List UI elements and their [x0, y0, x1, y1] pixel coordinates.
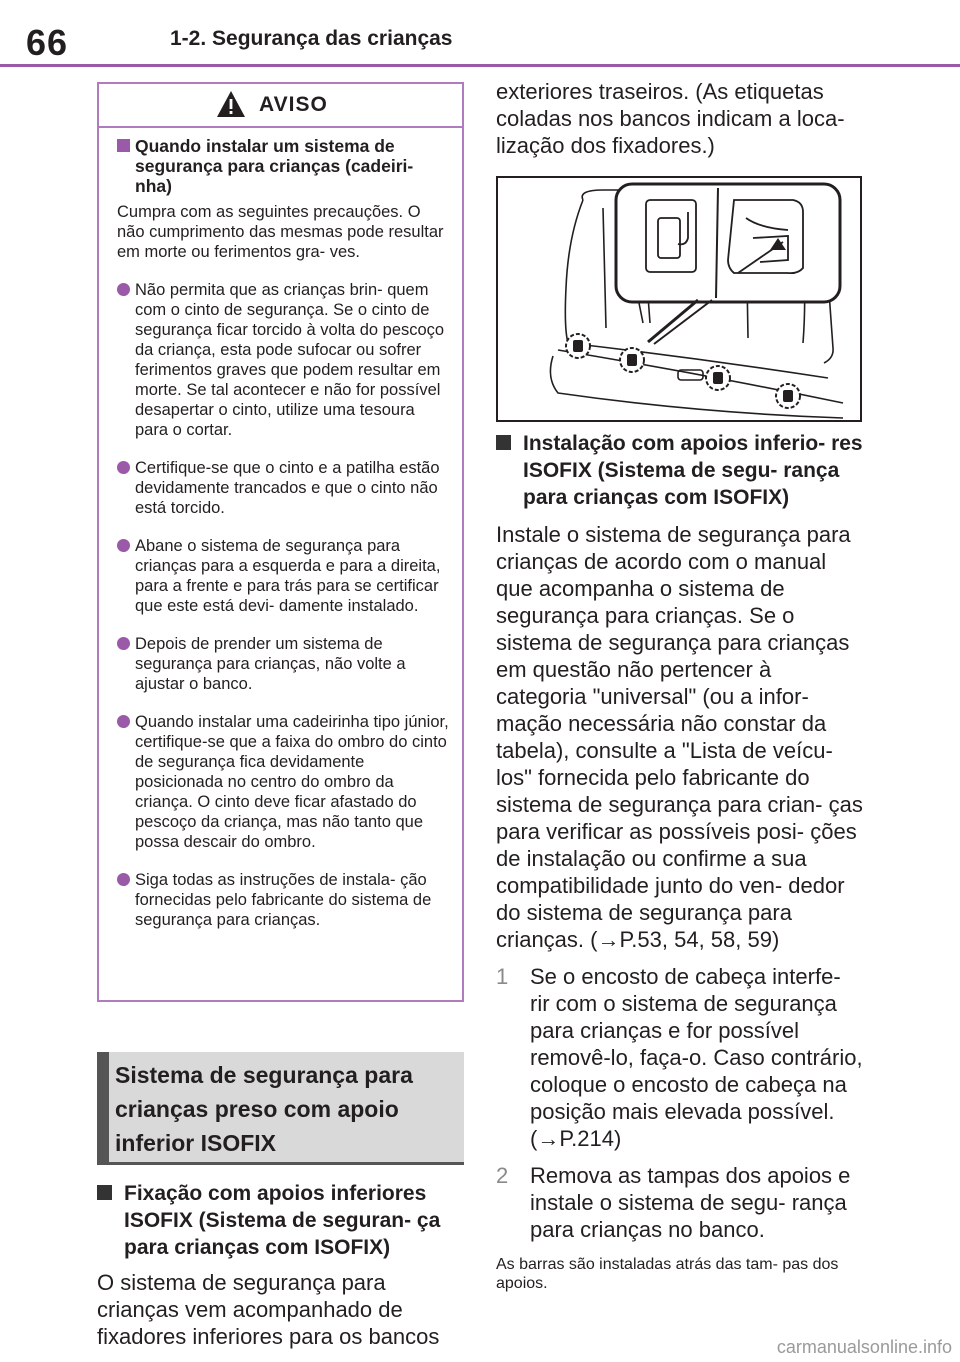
isofix-section-title: Sistema de segurança para crianças preso com apoio inferior ISOFIX — [115, 1062, 413, 1156]
warning-bullet: Não permita que as crianças brin- quem com o cinto de segurança. Se o cinto de segurança ficar torcido à volta do pescoço da criança, esta pode sufocar ou sofrer ferimentos graves que podem resultar em morte. Se tal acontecer e não for possível desapertar o cinto, utilize uma tesoura para o cortar. — [117, 280, 450, 440]
step-number: 2 — [496, 1163, 509, 1188]
left-lower-content — [97, 1180, 467, 1350]
page-number: 66 — [26, 22, 69, 63]
isofix-fixing-text: O sistema de segurança para crianças vem acompanhado de fixadores inferiores para os bancos — [97, 1270, 440, 1349]
circle-bullet-icon — [117, 715, 130, 728]
circle-bullet-icon — [117, 539, 130, 552]
step-text: Remova as tampas dos apoios e instale o sistema de segu- rança para crianças no banco. — [530, 1163, 851, 1242]
warning-bullet: Depois de prender um sistema de segurança para crianças, não volte a ajustar o banco. — [117, 634, 450, 694]
warning-triangle-icon — [216, 90, 246, 118]
watermark: carmanualsonline.info — [776, 1337, 952, 1357]
circle-bullet-icon — [117, 637, 130, 650]
square-bullet-icon — [496, 435, 511, 450]
warning-bullet: Certifique-se que o cinto e a patilha estão devidamente trancados e que o cinto não está torcido. — [117, 458, 450, 518]
step-text: Se o encosto de cabeça interfe- rir com o sistema de segurança para crianças e for possível removê-lo, faça-o. Caso contrário, coloque o encosto de cabeça na posição mais elevada possível. (→P.214) — [530, 964, 863, 1151]
warning-header — [99, 84, 462, 128]
right-column-main — [496, 430, 866, 1293]
isofix-section-box — [97, 1052, 464, 1165]
circle-bullet-icon — [117, 873, 130, 886]
warning-intro: Cumpra com as seguintes precauções. O não cumprimento das mesmas pode resultar em morte ou ferimentos gra- ves. — [117, 203, 444, 261]
warning-heading: Quando instalar um sistema de segurança para crianças (cadeiri- nha) — [117, 136, 450, 196]
square-bullet-icon — [97, 1185, 112, 1200]
rear-seat-illustration — [498, 178, 860, 420]
isofix-anchor-illustration — [496, 176, 862, 422]
isofix-install-heading: Instalação com apoios inferio- res ISOFIX (Sistema de segu- rança para crianças com ISOFIX) — [496, 430, 866, 511]
circle-bullet-icon — [117, 461, 130, 474]
install-instructions: Instale o sistema de segurança para crianças de acordo com o manual que acompanha o sistema de segurança para crianças. Se o sistema de segurança para crianças em questão não pertencer à categoria "universal" (ou a infor- mação necessária não constar da tabela), consulte a "Lista de veícu- los" fornecida pelo fabricante do sistema de segurança para crian- ças para verificar as possíveis posi- ções de instalação ou confirme a sua compatibilidade junto do ven- dedor do sistema de segurança para crianças. (→P.53, 54, 58, 59) — [496, 522, 863, 952]
warning-bullet: Quando instalar uma cadeirinha tipo júnior, certifique-se que a faixa do ombro do cinto de segurança fica devidamente posicionada no centro do ombro da criança. O cinto deve ficar afastado do pescoço da criança, mas não tanto que possa descair do ombro. — [117, 712, 450, 852]
circle-bullet-icon — [117, 283, 130, 296]
section-bottom-rule — [109, 1162, 464, 1165]
square-bullet-icon — [117, 139, 130, 152]
right-column-top — [496, 78, 866, 159]
header-divider — [0, 64, 960, 67]
step-item — [496, 963, 866, 1152]
section-accent-bar — [97, 1052, 109, 1165]
step-item — [496, 1162, 866, 1243]
warning-box — [97, 82, 464, 1002]
page-header — [0, 0, 960, 66]
warning-label: AVISO — [259, 93, 328, 116]
warning-bullet: Siga todas as instruções de instala- ção fornecidas pelo fabricante do sistema de segurança para crianças. — [117, 870, 450, 930]
continued-paragraph: exteriores traseiros. (As etiquetas coladas nos bancos indicam a loca- lização dos fixadores.) — [496, 79, 845, 158]
warning-bullet: Abane o sistema de segurança para crianças para a esquerda e para a direita, para a frente e para trás para se certificar que este está devi- damente instalado. — [117, 536, 450, 616]
section-title: 1-2. Segurança das crianças — [170, 27, 453, 50]
isofix-fixing-heading: Fixação com apoios inferiores ISOFIX (Sistema de seguran- ça para crianças com ISOFIX) — [97, 1180, 467, 1261]
step-number: 1 — [496, 964, 509, 989]
note-text: As barras são instaladas atrás das tam- pas dos apoios. — [496, 1256, 839, 1292]
